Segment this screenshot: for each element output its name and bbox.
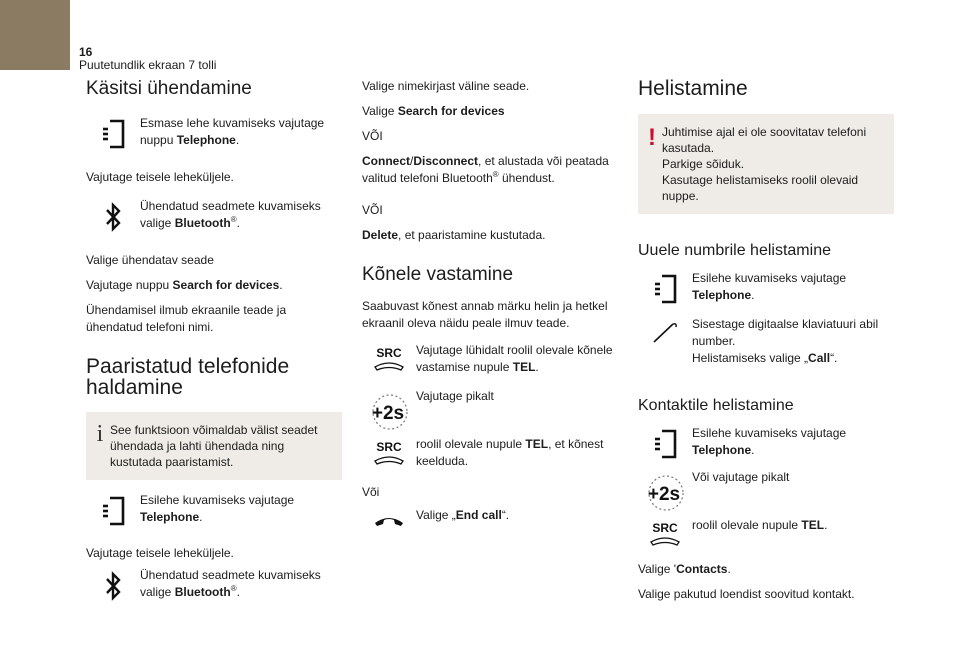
column-2	[362, 78, 618, 529]
paragraph: Vajutage teisele leheküljele.	[86, 546, 234, 560]
stylus-icon	[638, 316, 692, 346]
contact-call-heading: Kontaktile helistamine	[638, 397, 794, 414]
paragraph: Valige ühendatav seade	[86, 253, 214, 267]
step-telephone: Esmase lehe kuvamiseks vajutage nuppu Telephone.	[86, 115, 342, 149]
paragraph: VÕI	[362, 203, 383, 217]
paragraph: Valige nimekirjast väline seade.	[362, 79, 530, 93]
manual-connection-heading: Käsitsi ühendamine	[86, 78, 252, 99]
phone-screen-icon	[638, 270, 692, 304]
step-src-short: SRC Vajutage lühidalt roolil olevale kõnele vastamise nupule TEL.	[362, 342, 618, 376]
src-button-icon	[362, 342, 416, 372]
src-button-icon	[362, 436, 416, 466]
column-1	[86, 78, 342, 601]
paragraph: Valige 'Contacts.	[638, 562, 731, 576]
paragraph: VÕI	[362, 129, 383, 143]
step-dial: Sisestage digitaalse klaviatuuri abil number. Helistamiseks valige „Call“.	[638, 316, 894, 367]
info-box: i See funktsioon võimaldab välist seadet ühendada ja lahti ühendada ning kustutada paaristamist.	[86, 412, 342, 480]
warning-icon: !	[648, 124, 656, 151]
hang-up-icon	[362, 507, 416, 529]
step-telephone: Esilehe kuvamiseks vajutage Telephone.	[86, 492, 342, 526]
svg-text:+2s: +2s	[371, 403, 405, 424]
paragraph: Ühendamisel ilmub ekraanile teade ja ühendatud telefoni nimi.	[86, 303, 287, 334]
phone-screen-icon	[86, 115, 140, 149]
step-src-reject: SRC roolil olevale nupule TEL, et kõnest keelduda.	[362, 436, 618, 470]
paragraph: Connect/Disconnect, et alustada või peatada valitud telefoni Bluetooth® ühendust.	[362, 154, 609, 185]
step-end-call: Valige „End call“.	[362, 507, 618, 529]
svg-text:SRC: SRC	[376, 346, 402, 360]
paired-phones-heading: Paaristatud telefonide haldamine	[86, 355, 290, 399]
warning-box: ! Juhtimise ajal ei ole soovitatav telefoni kasutada. Parkige sõiduk. Kasutage helistamiseks roolil olevaid nuppe.	[638, 114, 894, 214]
step-bluetooth: Ühendatud seadmete kuvamiseks valige Bluetooth®.	[86, 198, 342, 232]
paragraph: Vajutage teisele leheküljele.	[86, 170, 234, 184]
svg-text:SRC: SRC	[376, 440, 402, 454]
page-corner-tab	[0, 0, 70, 70]
step-bluetooth: Ühendatud seadmete kuvamiseks valige Bluetooth®.	[86, 567, 342, 601]
section-title: Puutetundlik ekraan 7 tolli	[79, 58, 217, 72]
bluetooth-icon	[86, 198, 140, 232]
paragraph: Vajutage nuppu Search for devices.	[86, 278, 283, 292]
paragraph: Või	[362, 485, 380, 499]
step-long-press: +2s Vajutage pikalt	[362, 388, 618, 432]
step-src-tel: SRC roolil olevale nupule TEL.	[638, 517, 894, 547]
bluetooth-icon	[86, 567, 140, 601]
column-3	[638, 78, 894, 603]
phone-screen-icon	[86, 492, 140, 526]
paragraph: Valige pakutud loendist soovitud kontakt.	[638, 587, 855, 601]
step-telephone: Esilehe kuvamiseks vajutage Telephone.	[638, 425, 894, 459]
info-icon: i	[96, 421, 104, 447]
step-telephone: Esilehe kuvamiseks vajutage Telephone.	[638, 270, 894, 304]
calling-heading: Helistamine	[638, 77, 748, 100]
paragraph: Valige Search for devices	[362, 104, 505, 118]
phone-screen-icon	[638, 425, 692, 459]
paragraph: Delete, et paaristamine kustutada.	[362, 228, 546, 242]
long-press-2s-icon	[362, 388, 416, 432]
page-number: 16	[79, 45, 93, 59]
svg-text:SRC: SRC	[652, 521, 678, 535]
src-button-icon	[638, 517, 692, 547]
step-long-press: +2s Või vajutage pikalt	[638, 469, 894, 513]
paragraph: Saabuvast kõnest annab märku helin ja hetkel ekraanil oleva näidu peale ilmuv teade.	[362, 299, 608, 330]
answer-call-heading: Kõnele vastamine	[362, 264, 514, 285]
new-number-heading: Uuele numbrile helistamine	[638, 242, 831, 259]
svg-text:+2s: +2s	[647, 484, 681, 505]
long-press-2s-icon	[638, 469, 692, 513]
